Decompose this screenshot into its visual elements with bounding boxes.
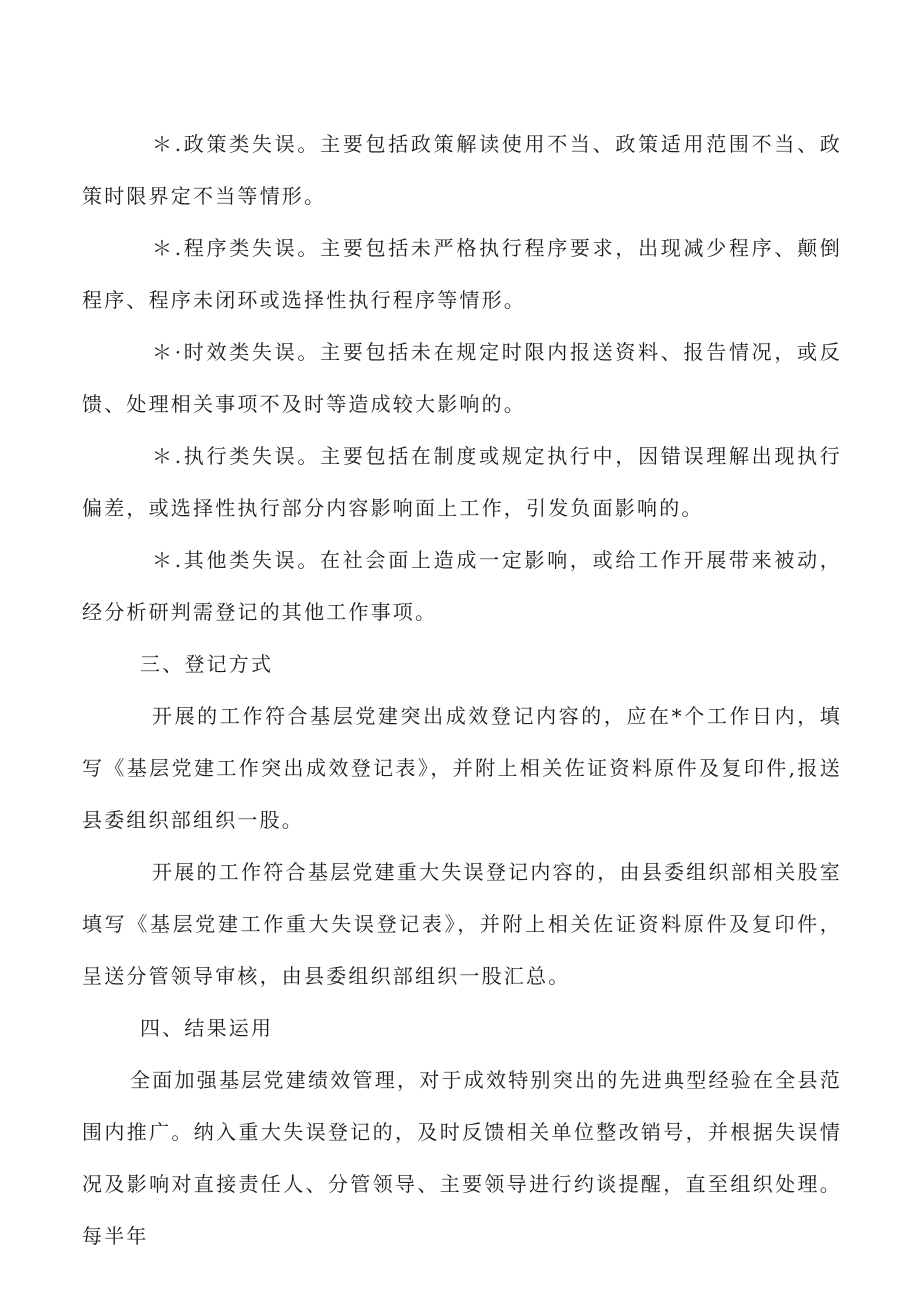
paragraph-procedure-errors: ＊.程序类失误。主要包括未严格执行程序要求，出现减少程序、颠倒程序、程序未闭环或选择性执行程序等情形。 <box>82 236 842 312</box>
document-body <box>82 118 842 1262</box>
paragraph-error-registration: 开展的工作符合基层党建重大失误登记内容的，由县委组织部相关股室填写《基层党建工作重大失误登记表》，并附上相关佐证资料原件及复印件，呈送分管领导审核，由县委组织部组织一股汇总。 <box>82 860 842 988</box>
paragraph-timeliness-errors: ＊·时效类失误。主要包括未在规定时限内报送资料、报告情况，或反馈、处理相关事项不及时等造成较大影响的。 <box>82 340 842 416</box>
paragraph-other-errors: ＊.其他类失误。在社会面上造成一定影响，或给工作开展带来被动，经分析研判需登记的其他工作事项。 <box>82 548 842 624</box>
paragraph-result-application: 全面加强基层党建绩效管理，对于成效特别突出的先进典型经验在全县范围内推广。纳入重大失误登记的，及时反馈相关单位整改销号，并根据失误情况及影响对直接责任人、分管领导、主要领导进行约谈提醒，直至组织处理。每半年 <box>82 1068 842 1248</box>
paragraph-achievement-registration: 开展的工作符合基层党建突出成效登记内容的，应在*个工作日内，填写《基层党建工作突出成效登记表》，并附上相关佐证资料原件及复印件,报送县委组织部组织一股。 <box>82 704 842 832</box>
section-heading-registration-method: 三、登记方式 <box>140 652 274 676</box>
paragraph-policy-errors: ＊.政策类失误。主要包括政策解读使用不当、政策适用范围不当、政策时限界定不当等情形。 <box>82 132 842 208</box>
paragraph-execution-errors: ＊.执行类失误。主要包括在制度或规定执行中，因错误理解出现执行偏差，或选择性执行部分内容影响面上工作，引发负面影响的。 <box>82 444 842 520</box>
section-heading-result-application: 四、结果运用 <box>140 1016 274 1040</box>
